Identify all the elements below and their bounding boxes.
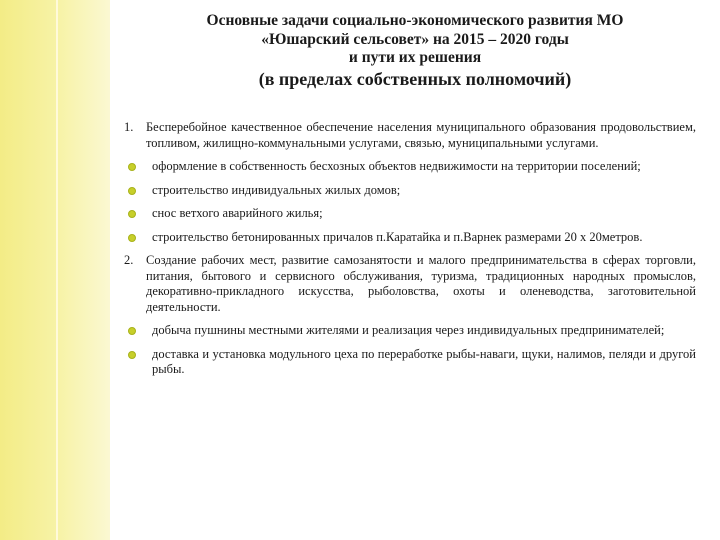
slide-content (124, 120, 696, 386)
list-item (124, 183, 696, 199)
title-line-4: (в пределах собственных полномочий) (258, 68, 572, 89)
title-line-3: и пути их решения (348, 49, 482, 66)
bullet-icon (124, 183, 152, 199)
section-1-number: 1. (124, 120, 134, 134)
list-item (124, 159, 696, 175)
section-2-number: 2. (124, 253, 134, 267)
decorative-side-line (56, 0, 58, 540)
section-2 (124, 253, 696, 315)
title-line-1: Основные задачи социально-экономического развития МО (206, 12, 624, 29)
decorative-side-band (0, 0, 110, 540)
section-1-text: Бесперебойное качественное обеспечение населения муниципального образования продовольствием, топливом, жилищно-коммунальными услугами, связью, муниципальными услугами. (146, 120, 696, 150)
list-item (124, 323, 696, 339)
bullet-text: строительство индивидуальных жилых домов; (152, 182, 401, 197)
bullet-text: оформление в собственность бесхозных объектов недвижимости на территории поселений; (152, 159, 641, 173)
slide-title (110, 12, 720, 90)
bullet-icon (124, 206, 152, 222)
slide (110, 0, 720, 540)
bullet-icon (124, 159, 152, 175)
list-item (124, 230, 696, 246)
list-item (124, 347, 696, 378)
section-2-text: Создание рабочих мест, развитие самозанятости и малого предпринимательства в сферах торговли, питания, бытового и сервисного обслуживания, туризма, традиционных народных промыслов, декоративно-прикладного искусства, рыболовства, охоты и оленеводства, заготовительной деятельности. (146, 253, 696, 314)
bullet-icon (124, 230, 152, 246)
title-line-2: «Юшарский сельсовет» на 2015 – 2020 годы (261, 30, 569, 48)
bullet-text: снос ветхого аварийного жилья; (152, 206, 323, 220)
bullet-text: строительство бетонированных причалов п.Каратайка и п.Варнек размерами 20 х 20метров. (152, 229, 643, 244)
bullet-text: доставка и установка модульного цеха по переработке рыбы-наваги, щуки, налимов, пеляди и другой рыбы. (152, 346, 696, 376)
bullet-icon (124, 323, 152, 339)
section-1 (124, 120, 696, 151)
bullet-text: добыча пушнины местными жителями и реализация через индивидуальных предпринимателей; (152, 323, 665, 337)
list-item (124, 206, 696, 222)
bullet-icon (124, 347, 152, 378)
